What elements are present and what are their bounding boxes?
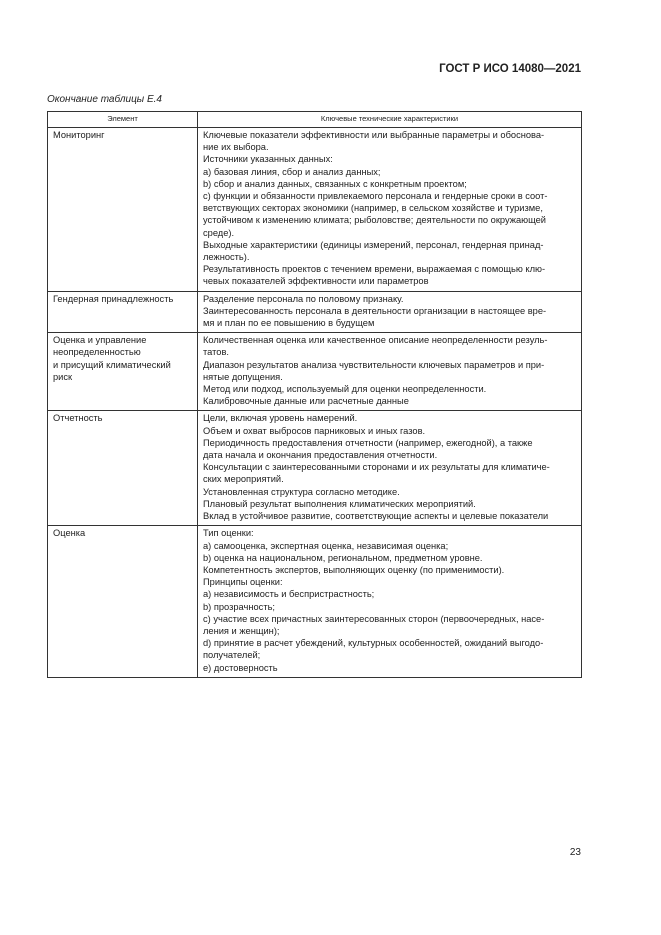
characteristic-line: c) участие всех причастных заинтересованных сторон (первоочередных, насе- [203,613,545,624]
characteristic-line: Тип оценки: [203,528,254,539]
characteristic-line: Вклад в устойчивое развитие, соответствующие аспекты и целевые показатели [203,511,549,522]
characteristic-line: Метод или подход, используемый для оценки неопределенности. [203,384,487,395]
characteristic-line: Цели, включая уровень намерений. [203,413,358,424]
characteristic-line: Результативность проектов с течением времени, выражаемая с помощью клю- [203,264,546,275]
table-row [48,526,582,677]
characteristic-line: b) оценка на национальном, региональном, предметном уровне. [203,552,483,563]
element-cell [48,291,198,333]
element-line: риск [53,371,73,382]
characteristic-line: Ключевые показатели эффективности или выбранные параметры и обоснова- [203,130,545,140]
characteristic-line: Диапазон результатов анализа чувствительности ключевых параметров и при- [203,359,545,370]
characteristic-line: Выходные характеристики (единицы измерений, персонал, гендерная принад- [203,239,544,250]
characteristic-line: лежность). [203,252,250,263]
element-cell [48,526,198,677]
characteristics-cell [198,526,582,677]
characteristic-line: ветствующих секторах экономики (например, в сельском хозяйстве и туризме, [203,203,543,214]
characteristic-line: татов. [203,347,229,358]
characteristic-line: b) сбор и анализ данных, связанных с конкретным проектом; [203,178,467,189]
table-row [48,128,582,292]
characteristic-line: ние их выбора. [203,142,269,153]
characteristic-line: a) базовая линия, сбор и анализ данных; [203,166,381,177]
characteristic-line: Консультации с заинтересованными сторонами и их результаты для климатиче- [203,462,550,473]
characteristic-line: Количественная оценка или качественное описание неопределенности резуль- [203,335,548,346]
table-row [48,291,582,333]
element-line: неопределенностью [53,347,141,358]
characteristic-line: c) функции и обязанности привлекаемого персонала и гендерные сроки в соот- [203,191,548,202]
characteristic-line: среде). [203,227,235,238]
element-line: Оценка и управление [53,335,147,346]
table-row [48,411,582,526]
element-cell [48,333,198,411]
column-header-element: Элемент [48,112,198,128]
characteristic-line: Установленная структура согласно методике. [203,486,400,497]
characteristics-cell [198,333,582,411]
characteristic-line: Плановый результат выполнения климатических мероприятий. [203,498,476,509]
characteristic-line: дата начала и окончания предоставления отчетности. [203,450,438,461]
element-cell [48,128,198,292]
characteristics-cell [198,291,582,333]
characteristic-line: Источники указанных данных: [203,154,333,165]
standard-designation: ГОСТ Р ИСО 14080—2021 [439,63,581,75]
characteristic-line: Объем и охват выбросов парниковых и иных газов. [203,425,426,436]
table-header-row [48,112,582,128]
element-cell [48,411,198,526]
characteristics-cell [198,128,582,292]
characteristic-line: ления и женщин); [203,625,280,636]
characteristic-line: получателей; [203,650,261,661]
characteristic-line: a) независимость и беспристрастность; [203,589,375,600]
element-line: и присущий климатический [53,359,171,370]
column-header-characteristics: Ключевые технические характеристики [198,112,582,128]
characteristic-line: Заинтересованность персонала в деятельности организации в настоящее вре- [203,305,547,316]
characteristic-line: нятые допущения. [203,371,283,382]
characteristic-line: мя и план по ее повышению в будущем [203,318,375,329]
element-line: Мониторинг [53,130,105,140]
characteristic-line: b) прозрачность; [203,601,276,612]
characteristics-table [47,111,582,678]
characteristic-line: Принципы оценки: [203,577,283,588]
table-row [48,333,582,411]
characteristic-line: a) самооценка, экспертная оценка, независимая оценка; [203,540,449,551]
element-line: Гендерная принадлежность [53,293,174,304]
characteristic-line: чевых показателей эффективности или параметров [203,276,429,287]
page-number: 23 [569,847,581,858]
characteristic-line: ских мероприятий. [203,474,284,485]
characteristics-cell [198,411,582,526]
characteristic-line: Периодичность предоставления отчетности (например, ежегодной), а также [203,437,533,448]
element-line: Оценка [53,528,86,539]
characteristic-line: Калибровочные данные или расчетные данные [203,396,409,407]
element-line: Отчетность [53,413,103,424]
characteristic-line: d) принятие в расчет убеждений, культурных особенностей, ожиданий выгодо- [203,638,544,649]
characteristic-line: e) достоверность [203,662,278,673]
characteristic-line: Компетентность экспертов, выполняющих оценку (по применимости). [203,564,505,575]
characteristic-line: Разделение персонала по половому признаку. [203,293,404,304]
table-caption: Окончание таблицы Е.4 [47,94,162,105]
characteristic-line: устойчивом к изменению климата; рыболовстве; деятельности по окружающей [203,215,546,226]
